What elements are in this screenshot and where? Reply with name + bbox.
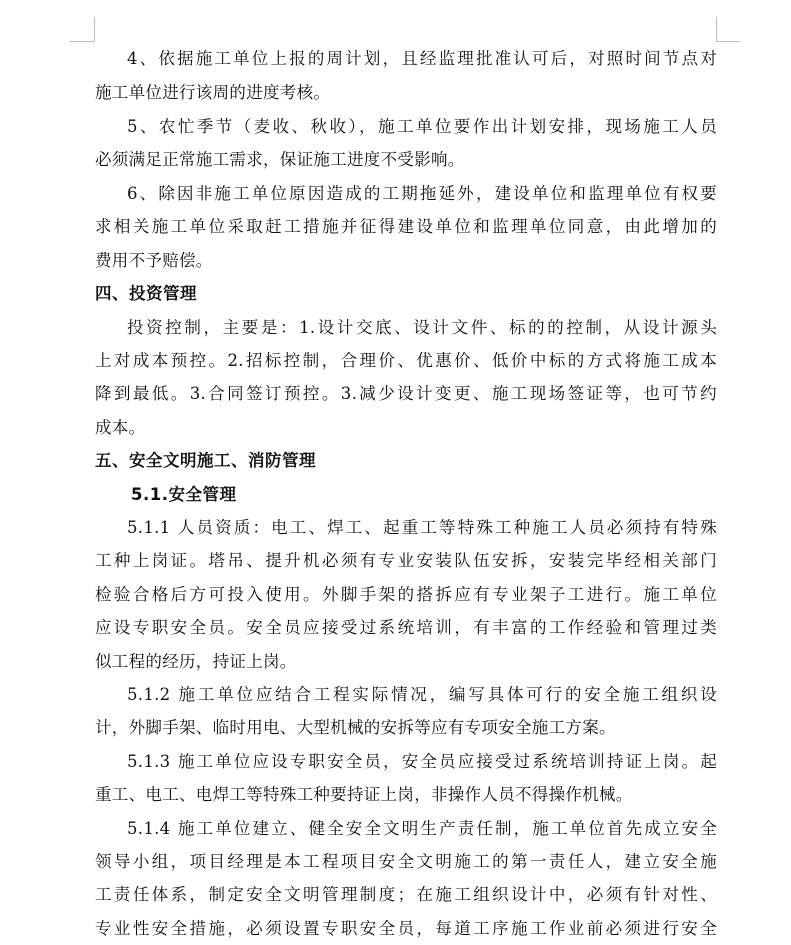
paragraph-line: 专业性安全措施，必须设置专职安全员，每道工序施工作业前必须进行安全	[95, 919, 717, 938]
paragraph-line: 求相关施工单位采取赶工措施并征得建设单位和监理单位同意，由此增加的	[95, 217, 717, 236]
paragraph-line: 上对成本预控。2.招标控制，合理价、优惠价、低价中标的方式将施工成本	[95, 351, 717, 370]
paragraph-line: 4、依据施工单位上报的周计划，且经监理批准认可后，对照时间节点对	[127, 49, 717, 68]
crop-mark-top-right	[716, 41, 740, 42]
paragraph-line: 降到最低。3.合同签订预控。3.减少设计变更、施工现场签证等，也可节约	[95, 384, 717, 403]
paragraph-line: 施工单位进行该周的进度考核。	[95, 83, 331, 102]
paragraph-line: 成本。	[95, 418, 146, 437]
paragraph-line: 工种上岗证。塔吊、提升机必须有专业安装队伍安拆，安装完毕经相关部门	[95, 551, 717, 570]
paragraph-line: 重工、电工、电焊工等特殊工种要持证上岗，非操作人员不得操作机械。	[95, 785, 633, 804]
paragraph-line: 6、除因非施工单位原因造成的工期拖延外，建设单位和监理单位有权要	[127, 184, 717, 203]
paragraph-line: 计，外脚手架、临时用电、大型机械的安拆等应有专项安全施工方案。	[95, 718, 616, 737]
subsection-heading: 5.1.安全管理	[131, 485, 237, 504]
crop-mark-top-left-vertical	[94, 17, 95, 42]
paragraph-line: 5、农忙季节（麦收、秋收），施工单位要作出计划安排，现场施工人员	[127, 117, 717, 136]
paragraph-line: 领导小组，项目经理是本工程项目安全文明施工的第一责任人，建立安全施	[95, 852, 717, 871]
paragraph-line: 5.1.4 施工单位建立、健全安全文明生产责任制，施工单位首先成立安全	[127, 819, 717, 838]
paragraph-line: 必须满足正常施工需求，保证施工进度不受影响。	[95, 150, 465, 169]
paragraph-line: 工责任体系，制定安全文明管理制度；在施工组织设计中，必须有针对性、	[95, 885, 717, 904]
paragraph-line: 检验合格后方可投入使用。外脚手架的搭拆应有专业架子工进行。施工单位	[95, 585, 717, 604]
crop-mark-top-left	[70, 41, 94, 42]
paragraph-line: 5.1.3 施工单位应设专职安全员，安全员应接受过系统培训持证上岗。起	[127, 752, 717, 771]
paragraph-line: 投资控制，主要是：1.设计交底、设计文件、标的的控制，从设计源头	[127, 318, 717, 337]
paragraph-line: 似工程的经历，持证上岗。	[95, 652, 297, 671]
paragraph-line: 费用不予赔偿。	[95, 251, 213, 270]
paragraph-line: 5.1.2 施工单位应结合工程实际情况，编写具体可行的安全施工组织设	[127, 685, 717, 704]
crop-mark-top-right-vertical	[716, 17, 717, 42]
paragraph-line: 5.1.1 人员资质：电工、焊工、起重工等特殊工种施工人员必须持有特殊	[127, 518, 717, 537]
paragraph-line: 应设专职安全员。安全员应接受过系统培训，有丰富的工作经验和管理过类	[95, 618, 717, 637]
section-heading: 四、投资管理	[95, 284, 197, 303]
section-heading: 五、安全文明施工、消防管理	[95, 451, 316, 470]
